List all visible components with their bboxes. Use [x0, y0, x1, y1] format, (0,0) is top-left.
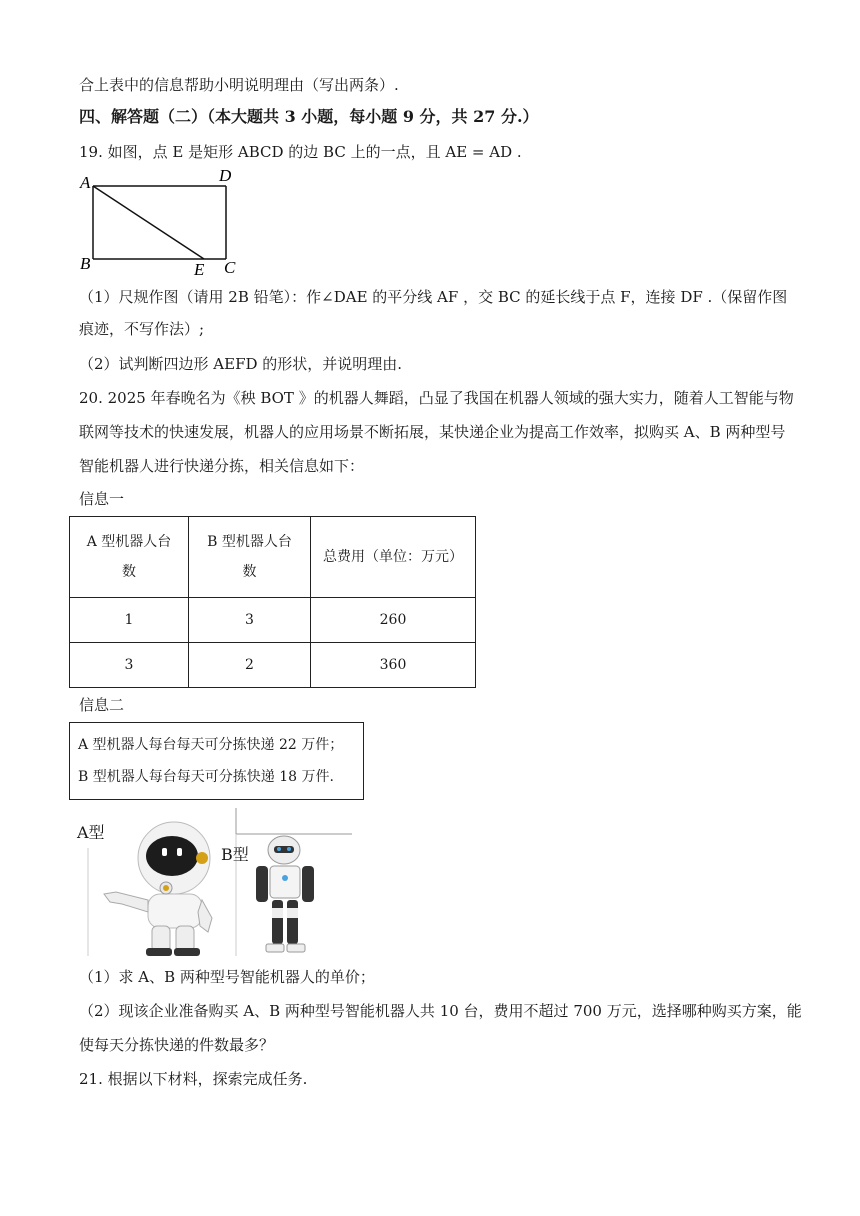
text-line: 合上表中的信息帮助小明说明理由（写出两条）. — [79, 76, 399, 94]
table-row — [70, 598, 476, 643]
table-row — [70, 643, 476, 688]
label-d: D — [219, 166, 232, 185]
question-20-cont2: 智能机器人进行快递分拣，相关信息如下： — [79, 457, 365, 475]
label-e: E — [194, 260, 205, 278]
rectangle-figure — [76, 166, 246, 278]
question-19: 19. 如图，点 E 是矩形 ABCD 的边 BC 上的一点，且 AE = AD . — [79, 143, 522, 161]
info-two-line1: A 型机器人每台每天可分拣快递 22 万件； — [78, 737, 344, 753]
table-cell: 2 — [189, 643, 311, 688]
table-cell: 1 — [70, 598, 189, 643]
question-20-part2-cont: 使每天分拣快递的件数最多？ — [79, 1036, 275, 1054]
question-20: 20. 2025 年春晚名为《秧 BOT 》的机器人舞蹈，凸显了我国在机器人领域的强大实力，随着人工智能与物 — [79, 389, 794, 407]
info-two-line2: B 型机器人每台每天可分拣快递 18 万件. — [78, 769, 334, 785]
label-a: A — [80, 173, 91, 192]
label-c: C — [224, 258, 236, 277]
question-20-part2: （2）现该企业准备购买 A、B 两种型号智能机器人共 10 台，费用不超过 700 万元，选择哪种购买方案，能 — [79, 1002, 802, 1020]
label-b: B — [80, 254, 91, 273]
header-b-count: B 型机器人台 数 — [189, 517, 311, 598]
table-cell: 260 — [311, 598, 476, 643]
robot-a-icon — [104, 822, 212, 956]
header-total-cost: 总费用（单位：万元） — [311, 517, 476, 598]
question-19-part1-cont: 痕迹，不写作法）; — [79, 320, 205, 338]
question-21: 21. 根据以下材料，探索完成任务. — [79, 1070, 308, 1088]
table-cell: 3 — [70, 643, 189, 688]
robot-b-icon — [256, 836, 314, 952]
info-two-box — [69, 722, 364, 800]
info-one-label: 信息一 — [79, 490, 125, 508]
robot-illustration — [76, 808, 366, 958]
header-a-count: A 型机器人台 数 — [70, 517, 189, 598]
robot-b-label: B型 — [221, 845, 249, 864]
question-19-part1: （1）尺规作图（请用 2B 铅笔）：作∠DAE 的平分线 AF ，交 BC 的延长线于点 F，连接 DF .（保留作图 — [79, 288, 788, 306]
table-header-row — [70, 517, 476, 598]
table-cell: 3 — [189, 598, 311, 643]
question-20-cont: 联网等技术的快速发展，机器人的应用场景不断拓展，某快递企业为提高工作效率，拟购买 A、B 两种型号 — [79, 423, 786, 441]
robot-a-label: A型 — [77, 823, 105, 842]
info-two-label: 信息二 — [79, 696, 125, 714]
section-heading: 四、解答题（二）（本大题共 3 小题，每小题 9 分，共 27 分.） — [79, 107, 539, 126]
question-20-part1: （1）求 A、B 两种型号智能机器人的单价； — [79, 968, 375, 986]
info-table — [69, 516, 476, 688]
question-19-part2: （2）试判断四边形 AEFD 的形状，并说明理由. — [79, 355, 403, 373]
table-cell: 360 — [311, 643, 476, 688]
